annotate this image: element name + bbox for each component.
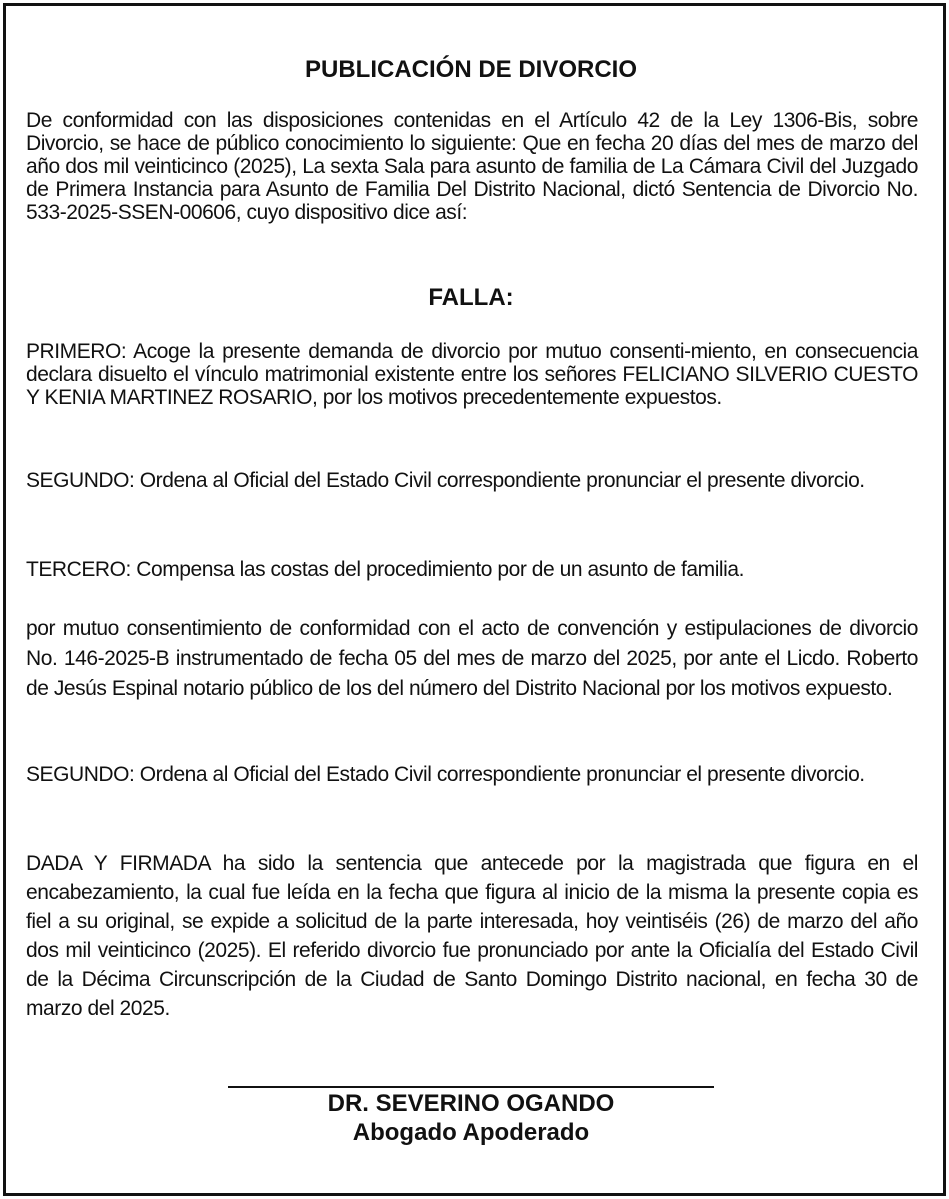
intro-paragraph: De conformidad con las disposiciones contenidas en el Artículo 42 de la Ley 1306-Bis, sobre Divorcio, se hace de público conocimiento lo siguiente: Que en fecha 20 días del mes de marzo del año dos mil veinticinco (2025), La sexta Sala para asunto de familia de La Cámara Civil del Juzgado de Primera Instancia para Asunto de Familia Del Distrito Nacional, dictó Sentencia de Divorcio No. 533-2025-SSEN-00606, cuyo dispositivo dice así:: [26, 109, 918, 224]
mutuo-consentimiento-paragraph: por mutuo consentimiento de conformidad con el acto de convención y estipulaciones de divorcio No. 146-2025-B instrumentado de fecha 05 del mes de marzo del 2025, por ante el Licdo. Roberto de Jesús Espinal notario público de los del número del Distrito Nacional por los motivos expuesto.: [26, 617, 918, 700]
signature-role: Abogado Apoderado: [352, 1119, 590, 1146]
signature-line: [228, 1086, 714, 1088]
tercero-paragraph: TERCERO: Compensa las costas del procedimiento por de un asunto de familia.: [26, 558, 744, 581]
segundo-paragraph-2: SEGUNDO: Ordena al Oficial del Estado Civil correspondiente pronunciar el presente divorcio.: [26, 763, 865, 786]
notice-title: PUBLICACIÓN DE DIVORCIO: [304, 56, 637, 83]
dada-y-firmada-paragraph: DADA Y FIRMADA ha sido la sentencia que antecede por la magistrada que figura en el encabezamiento, la cual fue leída en la fecha que figura al inicio de la misma la presente copia es fiel a su original, se expide a solicitud de la parte interesada, hoy veintiséis (26) de marzo del año dos mil veinticinco (2025). El referido divorcio fue pronunciado por ante la Oficialía del Estado Civil de la Décima Circunscripción de la Ciudad de Santo Domingo Distrito nacional, en fecha 30 de marzo del 2025.: [26, 852, 918, 1020]
primero-paragraph: PRIMERO: Acoge la presente demanda de divorcio por mutuo consenti-miento, en consecuencia declara disuelto el vínculo matrimonial existente entre los señores FELICIANO SILVERIO CUESTO Y KENIA MARTINEZ ROSARIO, por los motivos precedentemente expuestos.: [26, 340, 918, 409]
segundo-paragraph-1: SEGUNDO: Ordena al Oficial del Estado Civil correspondiente pronunciar el presente divorcio.: [26, 469, 865, 492]
falla-heading: FALLA:: [428, 284, 514, 311]
signature-name: DR. SEVERINO OGANDO: [327, 1090, 615, 1117]
